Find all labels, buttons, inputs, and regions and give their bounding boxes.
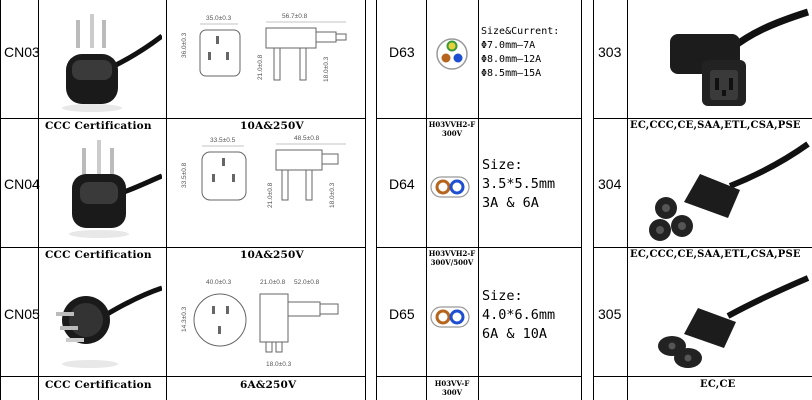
plug-photo-cn03 <box>44 6 162 114</box>
wire-voltage: 300V <box>441 388 463 397</box>
dimension-label: 14.3±0.3 <box>181 306 188 332</box>
dimension-label: 35.0±0.3 <box>206 15 232 22</box>
dimension-label: 21.0±0.8 <box>260 279 286 286</box>
wire-type <box>428 379 476 397</box>
dimension-label: 36.0±0.3 <box>181 32 188 58</box>
dimension-label: 18.0±0.3 <box>266 361 292 368</box>
plug-photo-cn05 <box>44 264 162 374</box>
rating-label: 10A&250V <box>240 120 304 132</box>
table-border <box>376 0 377 400</box>
wire-type-code: H03VVH2-F <box>428 120 476 129</box>
wire-code: D64 <box>389 176 415 192</box>
wire-cross-section-2core <box>430 176 470 198</box>
table-border <box>0 247 366 248</box>
dimension-label: 40.0±0.3 <box>206 279 232 286</box>
wire-current: 6A & 10A <box>482 326 548 342</box>
wire-type <box>428 120 476 138</box>
wire-size-label: Size: <box>482 157 523 173</box>
plug-photo-cn04 <box>44 134 162 244</box>
connector-photo-303 <box>640 4 810 114</box>
table-border <box>593 0 594 400</box>
wire-spec-line: Φ7.0mm—7A <box>481 40 536 51</box>
certification-label: CCC Certification <box>45 120 152 132</box>
table-border <box>0 0 1 400</box>
table-border <box>0 118 366 119</box>
wire-type <box>428 249 476 267</box>
rating-label: 6A&250V <box>240 379 297 391</box>
connector-certifications: EC,CCC,CE,SAA,ETL,CSA,PSE <box>630 249 801 260</box>
wire-size: 4.0*6.6mm <box>482 307 556 323</box>
wire-cross-section-2core <box>430 306 470 328</box>
dimension-label: 18.0±0.3 <box>329 182 336 208</box>
wire-spec-title: Size&Current: <box>481 26 560 37</box>
table-border <box>478 0 479 400</box>
wire-type-code: H03VVH2-F <box>428 249 476 258</box>
wire-spec-line: Φ8.5mm—15A <box>481 68 542 79</box>
plug-code: CN05 <box>4 306 40 322</box>
table-border <box>426 0 427 400</box>
dimension-label: 18.0±0.3 <box>323 56 330 82</box>
dimension-label: 52.0±0.8 <box>294 279 320 286</box>
plug-code: CN04 <box>4 176 40 192</box>
plug-drawing-cn04 <box>170 132 362 244</box>
dimension-label: 33.5±0.5 <box>210 137 236 144</box>
table-border <box>0 376 366 377</box>
connector-code: 303 <box>598 44 622 60</box>
plug-drawing-cn03 <box>170 8 362 114</box>
wire-voltage: 300V/500V <box>430 258 474 267</box>
dimension-label: 33.5±0.8 <box>181 162 188 188</box>
wire-cross-section-3core <box>432 34 472 74</box>
connector-photo-304 <box>640 134 810 246</box>
table-border <box>627 0 628 400</box>
dimension-label: 56.7±0.8 <box>282 13 308 20</box>
connector-certifications: EC,CE <box>700 379 736 390</box>
table-border <box>376 247 582 248</box>
connector-code: 304 <box>598 176 622 192</box>
wire-voltage: 300V <box>441 129 463 138</box>
table-border <box>376 376 582 377</box>
table-border <box>593 376 812 377</box>
rating-label: 10A&250V <box>240 249 304 261</box>
table-border <box>365 0 366 400</box>
table-border <box>581 0 582 400</box>
wire-size: 3.5*5.5mm <box>482 176 556 192</box>
certification-label: CCC Certification <box>45 249 152 261</box>
plug-drawing-cn05 <box>170 262 362 374</box>
wire-code: D63 <box>389 44 415 60</box>
connector-photo-305 <box>640 264 810 376</box>
table-border <box>593 118 812 119</box>
wire-size-label: Size: <box>482 288 523 304</box>
table-border <box>38 0 39 400</box>
connector-code: 305 <box>598 306 622 322</box>
plug-code: CN03 <box>4 44 40 60</box>
dimension-label: 21.0±0.8 <box>267 182 274 208</box>
dimension-label: 21.0±0.8 <box>257 54 264 80</box>
connector-certifications: EC,CCC,CE,SAA,ETL,CSA,PSE <box>630 120 801 131</box>
wire-current: 3A & 6A <box>482 195 539 211</box>
wire-type-code: H03VV-F <box>434 379 470 388</box>
table-border <box>166 0 167 400</box>
wire-code: D65 <box>389 306 415 322</box>
table-border <box>593 247 812 248</box>
table-border <box>376 118 582 119</box>
wire-spec-line: Φ8.0mm—12A <box>481 54 542 65</box>
dimension-label: 48.5±0.8 <box>294 135 320 142</box>
certification-label: CCC Certification <box>45 379 152 391</box>
